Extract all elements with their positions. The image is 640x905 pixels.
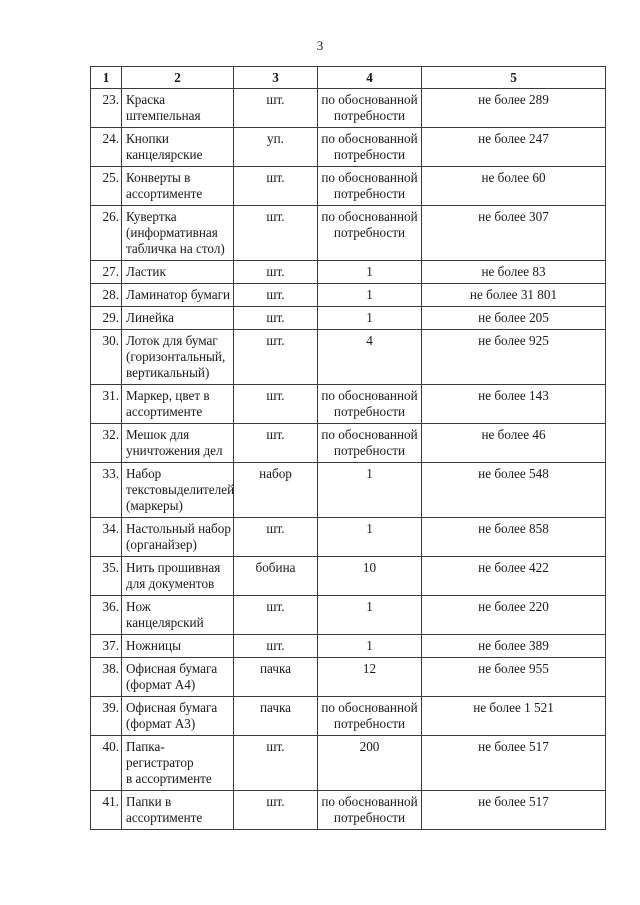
item-unit: шт. xyxy=(234,635,318,658)
item-name xyxy=(122,385,234,424)
item-price: не более 517 xyxy=(422,736,606,791)
item-quantity-line: по обоснованной xyxy=(321,209,418,224)
table-row xyxy=(91,463,606,518)
item-name xyxy=(122,89,234,128)
item-price: не более 858 xyxy=(422,518,606,557)
item-name-line: Кувертка xyxy=(126,209,177,224)
item-unit: шт. xyxy=(234,596,318,635)
table-row xyxy=(91,206,606,261)
row-number: 29. xyxy=(91,307,122,330)
item-quantity xyxy=(318,697,422,736)
item-quantity xyxy=(318,261,422,284)
item-name-line: Настольный набор xyxy=(126,521,231,536)
item-name-line: ассортименте xyxy=(126,404,203,419)
item-name-line: (формат А4) xyxy=(126,677,196,692)
item-quantity-line: потребности xyxy=(333,716,406,731)
item-unit: пачка xyxy=(234,697,318,736)
item-quantity-line: 1 xyxy=(366,287,373,302)
item-quantity-line: по обоснованной xyxy=(321,388,418,403)
item-quantity xyxy=(318,518,422,557)
item-quantity xyxy=(318,791,422,830)
row-number: 34. xyxy=(91,518,122,557)
row-number: 27. xyxy=(91,261,122,284)
item-quantity xyxy=(318,330,422,385)
item-quantity xyxy=(318,424,422,463)
item-unit: шт. xyxy=(234,736,318,791)
row-number: 35. xyxy=(91,557,122,596)
header-col-5: 5 xyxy=(422,67,606,89)
item-unit: бобина xyxy=(234,557,318,596)
item-price: не более 1 521 xyxy=(422,697,606,736)
item-quantity xyxy=(318,557,422,596)
item-name-line: штемпельная xyxy=(126,108,201,123)
item-name xyxy=(122,261,234,284)
item-unit: уп. xyxy=(234,128,318,167)
item-quantity xyxy=(318,128,422,167)
item-price: не более 517 xyxy=(422,791,606,830)
item-name-line: Ножницы xyxy=(126,638,181,653)
item-quantity-line: 1 xyxy=(366,599,373,614)
item-name-line: Набор xyxy=(126,466,162,481)
item-unit: шт. xyxy=(234,424,318,463)
item-name-line: (формат А3) xyxy=(126,716,196,731)
row-number: 28. xyxy=(91,284,122,307)
item-name-line: Маркер, цвет в xyxy=(126,388,210,403)
header-col-4: 4 xyxy=(318,67,422,89)
item-name-line: Нож канцелярский xyxy=(126,599,204,630)
row-number: 26. xyxy=(91,206,122,261)
item-name-line: ассортименте xyxy=(126,186,203,201)
item-unit: шт. xyxy=(234,206,318,261)
row-number: 23. xyxy=(91,89,122,128)
row-number: 40. xyxy=(91,736,122,791)
page-number: 3 xyxy=(316,38,324,53)
item-quantity xyxy=(318,307,422,330)
item-quantity xyxy=(318,284,422,307)
item-unit: шт. xyxy=(234,518,318,557)
item-name xyxy=(122,736,234,791)
table-row xyxy=(91,330,606,385)
row-number: 24. xyxy=(91,128,122,167)
item-unit: пачка xyxy=(234,658,318,697)
table-row xyxy=(91,791,606,830)
item-quantity xyxy=(318,463,422,518)
item-quantity-line: по обоснованной xyxy=(321,170,418,185)
item-unit: набор xyxy=(234,463,318,518)
header-col-1: 1 xyxy=(91,67,122,89)
item-price: не более 46 xyxy=(422,424,606,463)
item-quantity-line: по обоснованной xyxy=(321,700,418,715)
table-row xyxy=(91,385,606,424)
table-row xyxy=(91,128,606,167)
item-name xyxy=(122,658,234,697)
item-unit: шт. xyxy=(234,261,318,284)
item-name xyxy=(122,518,234,557)
item-price: не более 422 xyxy=(422,557,606,596)
item-name xyxy=(122,307,234,330)
item-quantity-line: 4 xyxy=(366,333,373,348)
item-quantity-line: 1 xyxy=(366,310,373,325)
item-name-line: ассортименте xyxy=(126,810,203,825)
table-row xyxy=(91,736,606,791)
table-row xyxy=(91,596,606,635)
table-header-row xyxy=(91,67,606,89)
item-price: не более 307 xyxy=(422,206,606,261)
item-name-line: табличка на стол) xyxy=(126,241,225,256)
item-price: не более 143 xyxy=(422,385,606,424)
item-price: не более 31 801 xyxy=(422,284,606,307)
item-name-line: (маркеры) xyxy=(126,498,183,513)
item-quantity-line: 1 xyxy=(366,264,373,279)
item-price: не более 60 xyxy=(422,167,606,206)
item-quantity xyxy=(318,385,422,424)
item-quantity-line: 1 xyxy=(366,638,373,653)
item-quantity xyxy=(318,89,422,128)
item-name-line: текстовыделителей xyxy=(126,482,235,497)
item-name-line: Офисная бумага xyxy=(126,661,218,676)
row-number: 38. xyxy=(91,658,122,697)
item-quantity xyxy=(318,167,422,206)
item-price: не более 83 xyxy=(422,261,606,284)
item-unit: шт. xyxy=(234,89,318,128)
item-name-line: Конверты в xyxy=(126,170,191,185)
item-quantity-line: потребности xyxy=(333,147,406,162)
item-name-line: Папки в xyxy=(126,794,172,809)
table-row xyxy=(91,557,606,596)
item-quantity xyxy=(318,596,422,635)
table-row xyxy=(91,167,606,206)
item-name xyxy=(122,463,234,518)
item-name xyxy=(122,697,234,736)
item-price: не более 925 xyxy=(422,330,606,385)
row-number: 37. xyxy=(91,635,122,658)
item-quantity-line: потребности xyxy=(333,443,406,458)
row-number: 41. xyxy=(91,791,122,830)
item-price: не более 220 xyxy=(422,596,606,635)
item-name-line: (горизонтальный, xyxy=(126,349,226,364)
table-row xyxy=(91,261,606,284)
item-name xyxy=(122,596,234,635)
supplies-table xyxy=(90,66,606,830)
item-unit: шт. xyxy=(234,284,318,307)
row-number: 25. xyxy=(91,167,122,206)
item-name xyxy=(122,791,234,830)
item-name xyxy=(122,557,234,596)
item-name-line: Ламинатор бумаги xyxy=(126,287,231,302)
table-row xyxy=(91,697,606,736)
item-name-line: (органайзер) xyxy=(126,537,197,552)
item-name-line: Кнопки xyxy=(126,131,169,146)
item-quantity-line: 12 xyxy=(362,661,377,676)
item-quantity-line: по обоснованной xyxy=(321,92,418,107)
item-quantity xyxy=(318,736,422,791)
item-name-line: в ассортименте xyxy=(126,771,212,786)
item-quantity-line: потребности xyxy=(333,810,406,825)
row-number: 36. xyxy=(91,596,122,635)
item-name xyxy=(122,128,234,167)
item-name-line: (информативная xyxy=(126,225,218,240)
table-body xyxy=(91,89,606,830)
item-name-line: Ластик xyxy=(126,264,166,279)
header-col-2: 2 xyxy=(122,67,234,89)
item-unit: шт. xyxy=(234,791,318,830)
item-quantity-line: потребности xyxy=(333,404,406,419)
header-col-3: 3 xyxy=(234,67,318,89)
item-name xyxy=(122,635,234,658)
table-row xyxy=(91,284,606,307)
item-quantity-line: 1 xyxy=(366,466,373,481)
item-quantity-line: потребности xyxy=(333,225,406,240)
table-row xyxy=(91,518,606,557)
table-row xyxy=(91,89,606,128)
item-price: не более 247 xyxy=(422,128,606,167)
item-price: не более 205 xyxy=(422,307,606,330)
item-quantity-line: по обоснованной xyxy=(321,794,418,809)
item-name-line: Папка-регистратор xyxy=(126,739,194,770)
row-number: 39. xyxy=(91,697,122,736)
item-quantity xyxy=(318,206,422,261)
table-row xyxy=(91,658,606,697)
item-name-line: Краска xyxy=(126,92,166,107)
row-number: 31. xyxy=(91,385,122,424)
item-name-line: канцелярские xyxy=(126,147,203,162)
item-name-line: Линейка xyxy=(126,310,175,325)
item-name-line: уничтожения дел xyxy=(126,443,223,458)
item-name-line: Нить прошивная xyxy=(126,560,221,575)
item-quantity xyxy=(318,635,422,658)
item-quantity-line: 1 xyxy=(366,521,373,536)
item-name xyxy=(122,167,234,206)
item-name-line: Мешок для xyxy=(126,427,190,442)
row-number: 30. xyxy=(91,330,122,385)
item-quantity-line: 200 xyxy=(359,739,380,754)
item-name-line: Офисная бумага xyxy=(126,700,218,715)
item-price: не более 289 xyxy=(422,89,606,128)
item-unit: шт. xyxy=(234,385,318,424)
item-name xyxy=(122,284,234,307)
item-name xyxy=(122,330,234,385)
item-name-line: вертикальный) xyxy=(126,365,210,380)
item-quantity-line: по обоснованной xyxy=(321,427,418,442)
item-price: не более 389 xyxy=(422,635,606,658)
item-quantity-line: по обоснованной xyxy=(321,131,418,146)
table-row xyxy=(91,635,606,658)
item-quantity xyxy=(318,658,422,697)
item-name xyxy=(122,424,234,463)
table-row xyxy=(91,424,606,463)
item-price: не более 548 xyxy=(422,463,606,518)
item-quantity-line: потребности xyxy=(333,108,406,123)
item-price: не более 955 xyxy=(422,658,606,697)
item-name-line: для документов xyxy=(126,576,215,591)
row-number: 32. xyxy=(91,424,122,463)
item-unit: шт. xyxy=(234,307,318,330)
item-name xyxy=(122,206,234,261)
table-row xyxy=(91,307,606,330)
item-unit: шт. xyxy=(234,167,318,206)
item-quantity-line: 10 xyxy=(362,560,377,575)
item-quantity-line: потребности xyxy=(333,186,406,201)
item-name-line: Лоток для бумаг xyxy=(126,333,218,348)
item-unit: шт. xyxy=(234,330,318,385)
row-number: 33. xyxy=(91,463,122,518)
